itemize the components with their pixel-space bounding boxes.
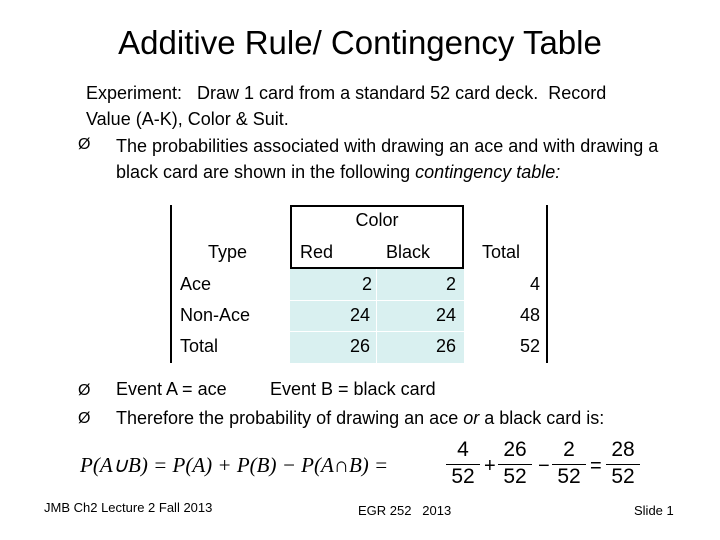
row-label-total: Total: [180, 336, 219, 356]
plus-operator: +: [484, 455, 496, 477]
bullet-1-text: The probabilities associated with drawing an ace and with drawing a black card are shown in the following: [116, 136, 659, 182]
fraction-3-numerator: 2: [563, 438, 575, 461]
slide-title: Additive Rule/ Contingency Table: [118, 24, 602, 61]
event-a-text: Event A = ace: [116, 379, 227, 399]
footer-slide-number: Slide 1: [634, 503, 674, 518]
cell-ace-total: 4: [529, 274, 540, 294]
fraction-1: [446, 438, 480, 489]
row-label-ace: Ace: [180, 274, 212, 294]
fraction-4-numerator: 28: [611, 438, 635, 461]
formula-lhs: P(A∪B) = P(A) + P(B) − P(A∩B) =: [80, 453, 389, 477]
fraction-1-numerator: 4: [457, 438, 469, 461]
fraction-1-denominator: 52: [451, 465, 475, 488]
row-label-non-ace: Non-Ace: [180, 305, 251, 325]
equals-operator: =: [590, 455, 602, 477]
fraction-2-numerator: 26: [503, 438, 527, 461]
col-header-red: Red: [300, 242, 334, 262]
cell-nonace-black: 24: [435, 305, 456, 325]
cell-nonace-red: 24: [349, 305, 370, 325]
cell-total-black: 26: [435, 336, 456, 356]
event-b-text: Event B = black card: [270, 379, 436, 399]
color-header: Color: [355, 210, 399, 230]
footer-course-code: EGR 252 2013: [358, 503, 452, 518]
fraction-3: [552, 438, 586, 489]
minus-operator: −: [538, 455, 550, 477]
cell-nonace-total: 48: [519, 305, 540, 325]
cell-total-red: 26: [349, 336, 370, 356]
bullet-1-italic: contingency table:: [415, 162, 561, 182]
bullet-3-pre: Therefore the probability of drawing an ace: [116, 408, 464, 428]
fraction-4-denominator: 52: [611, 465, 635, 488]
fraction-3-denominator: 52: [557, 465, 581, 488]
bullet-3-post: a black card is:: [479, 408, 605, 428]
cell-total-total: 52: [519, 336, 540, 356]
col-header-total: Total: [482, 242, 521, 262]
footer-course: JMB Ch2 Lecture 2 Fall 2013: [44, 500, 213, 515]
fraction-2: [498, 438, 532, 489]
arrow-bullet-icon: Ø: [78, 382, 91, 399]
arrow-bullet-icon: Ø: [78, 410, 91, 427]
fraction-4: [606, 438, 640, 489]
fraction-2-denominator: 52: [503, 465, 527, 488]
experiment-line-2: Value (A-K), Color & Suit.: [86, 109, 289, 129]
experiment-line-1: Experiment: Draw 1 card from a standard 52 card deck. Record: [86, 83, 607, 103]
arrow-bullet-icon: Ø: [78, 136, 91, 153]
cell-ace-black: 2: [445, 274, 456, 294]
type-header: Type: [208, 242, 248, 262]
cell-ace-red: 2: [361, 274, 372, 294]
bullet-3-italic: or: [463, 408, 480, 428]
col-header-black: Black: [386, 242, 431, 262]
